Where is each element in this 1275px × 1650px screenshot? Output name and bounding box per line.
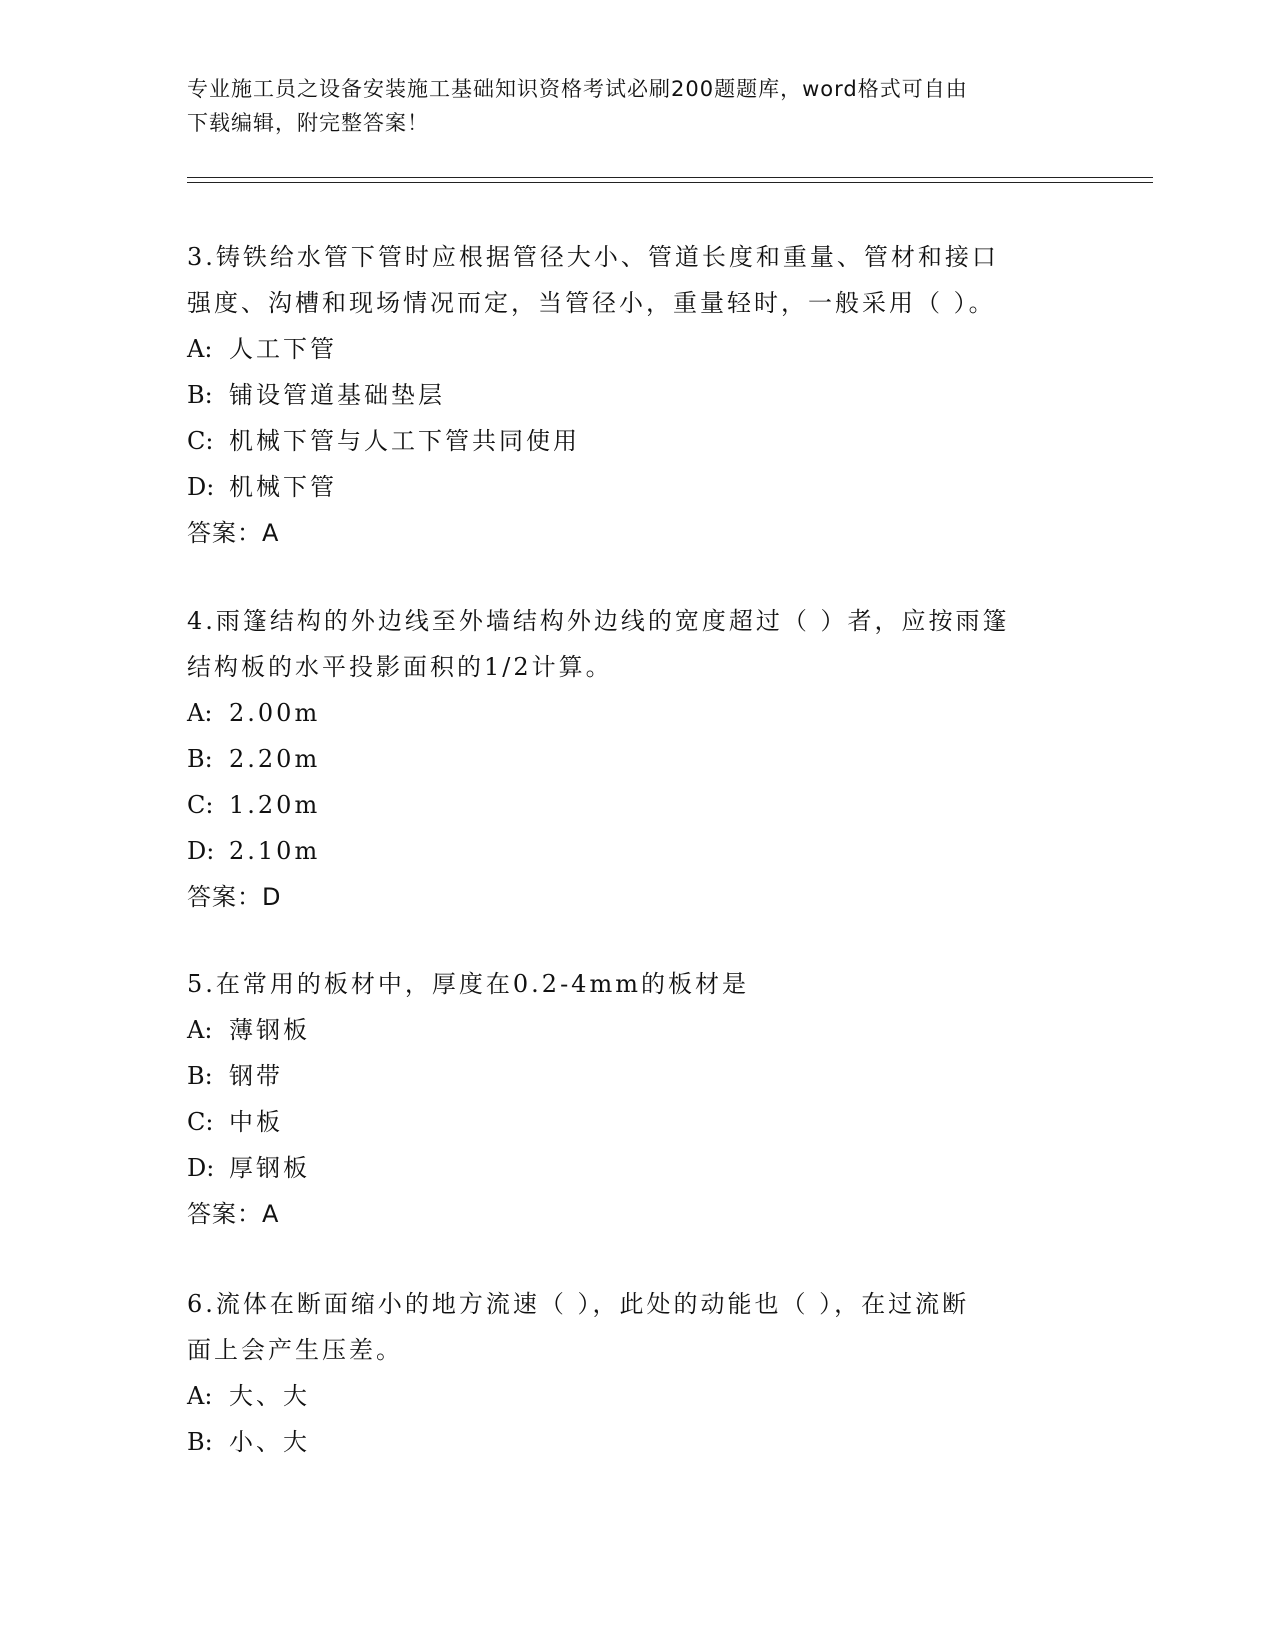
question-stem-line: 3.铸铁给水管下管时应根据管径大小、管道长度和重量、管材和接口: [187, 243, 999, 271]
answer-label: 答案：: [187, 883, 262, 911]
option-a: [187, 690, 1087, 736]
header-title-line-2: 下载编辑，附完整答案！: [187, 111, 429, 135]
answer-line: [187, 510, 1087, 556]
option-c: [187, 418, 1087, 464]
option-text: 2.20m: [229, 745, 321, 773]
option-d: [187, 1145, 1087, 1191]
question-stem-line: 面上会产生压差。: [187, 1336, 403, 1364]
option-text: 小、大: [229, 1428, 310, 1456]
option-text: 2.10m: [229, 837, 321, 865]
option-d: [187, 464, 1087, 510]
question-4: [187, 598, 1087, 920]
question-stem-line: 强度、沟槽和现场情况而定，当管径小，重量轻时，一般采用（ ）。: [187, 289, 996, 317]
answer-value: D: [262, 883, 282, 911]
option-b: [187, 1053, 1087, 1099]
option-c: [187, 782, 1087, 828]
option-key: D:: [187, 473, 215, 501]
question-stem-line: 结构板的水平投影面积的1/2计算。: [187, 653, 613, 681]
question-stem-line: 6.流体在断面缩小的地方流速（ ），此处的动能也（ ），在过流断: [187, 1290, 970, 1318]
option-text: 钢带: [229, 1062, 283, 1090]
option-text: 2.00m: [229, 699, 321, 727]
option-d: [187, 828, 1087, 874]
header-divider-bottom: [187, 182, 1153, 183]
option-key: B:: [187, 745, 213, 773]
option-a: [187, 326, 1087, 372]
option-b: [187, 372, 1087, 418]
option-a: [187, 1007, 1087, 1053]
option-c: [187, 1099, 1087, 1145]
option-key: D:: [187, 1154, 215, 1182]
option-key: D:: [187, 837, 215, 865]
option-key: B:: [187, 1062, 213, 1090]
option-key: A:: [187, 1016, 213, 1044]
option-text: 人工下管: [229, 335, 337, 363]
answer-line: [187, 874, 1087, 920]
option-key: C:: [187, 791, 214, 819]
question-3: [187, 234, 1087, 556]
option-text: 薄钢板: [229, 1016, 310, 1044]
question-stem-line: 4.雨篷结构的外边线至外墙结构外边线的宽度超过（ ）者，应按雨篷: [187, 607, 1010, 635]
option-key: C:: [187, 1108, 214, 1136]
option-b: [187, 736, 1087, 782]
question-5: [187, 961, 1087, 1237]
option-key: A:: [187, 335, 213, 363]
document-header: [187, 72, 1067, 140]
header-title-line-1: 专业施工员之设备安装施工基础知识资格考试必刷200题题库，word格式可自由: [187, 77, 968, 101]
option-text: 1.20m: [229, 791, 321, 819]
option-a: [187, 1373, 1087, 1419]
answer-value: A: [262, 519, 280, 547]
option-key: A:: [187, 1382, 213, 1410]
question-stem-line: 5.在常用的板材中，厚度在0.2-4mm的板材是: [187, 970, 749, 998]
answer-label: 答案：: [187, 519, 262, 547]
option-b: [187, 1419, 1087, 1465]
question-6: [187, 1281, 1087, 1465]
option-text: 铺设管道基础垫层: [229, 381, 445, 409]
option-text: 大、大: [229, 1382, 310, 1410]
answer-value: A: [262, 1200, 280, 1228]
option-text: 厚钢板: [229, 1154, 310, 1182]
option-key: B:: [187, 381, 213, 409]
option-key: A:: [187, 699, 213, 727]
option-text: 中板: [229, 1108, 283, 1136]
option-text: 机械下管与人工下管共同使用: [229, 427, 580, 455]
answer-line: [187, 1191, 1087, 1237]
header-divider-top: [187, 177, 1153, 178]
option-text: 机械下管: [229, 473, 337, 501]
option-key: C:: [187, 427, 214, 455]
option-key: B:: [187, 1428, 213, 1456]
answer-label: 答案：: [187, 1200, 262, 1228]
